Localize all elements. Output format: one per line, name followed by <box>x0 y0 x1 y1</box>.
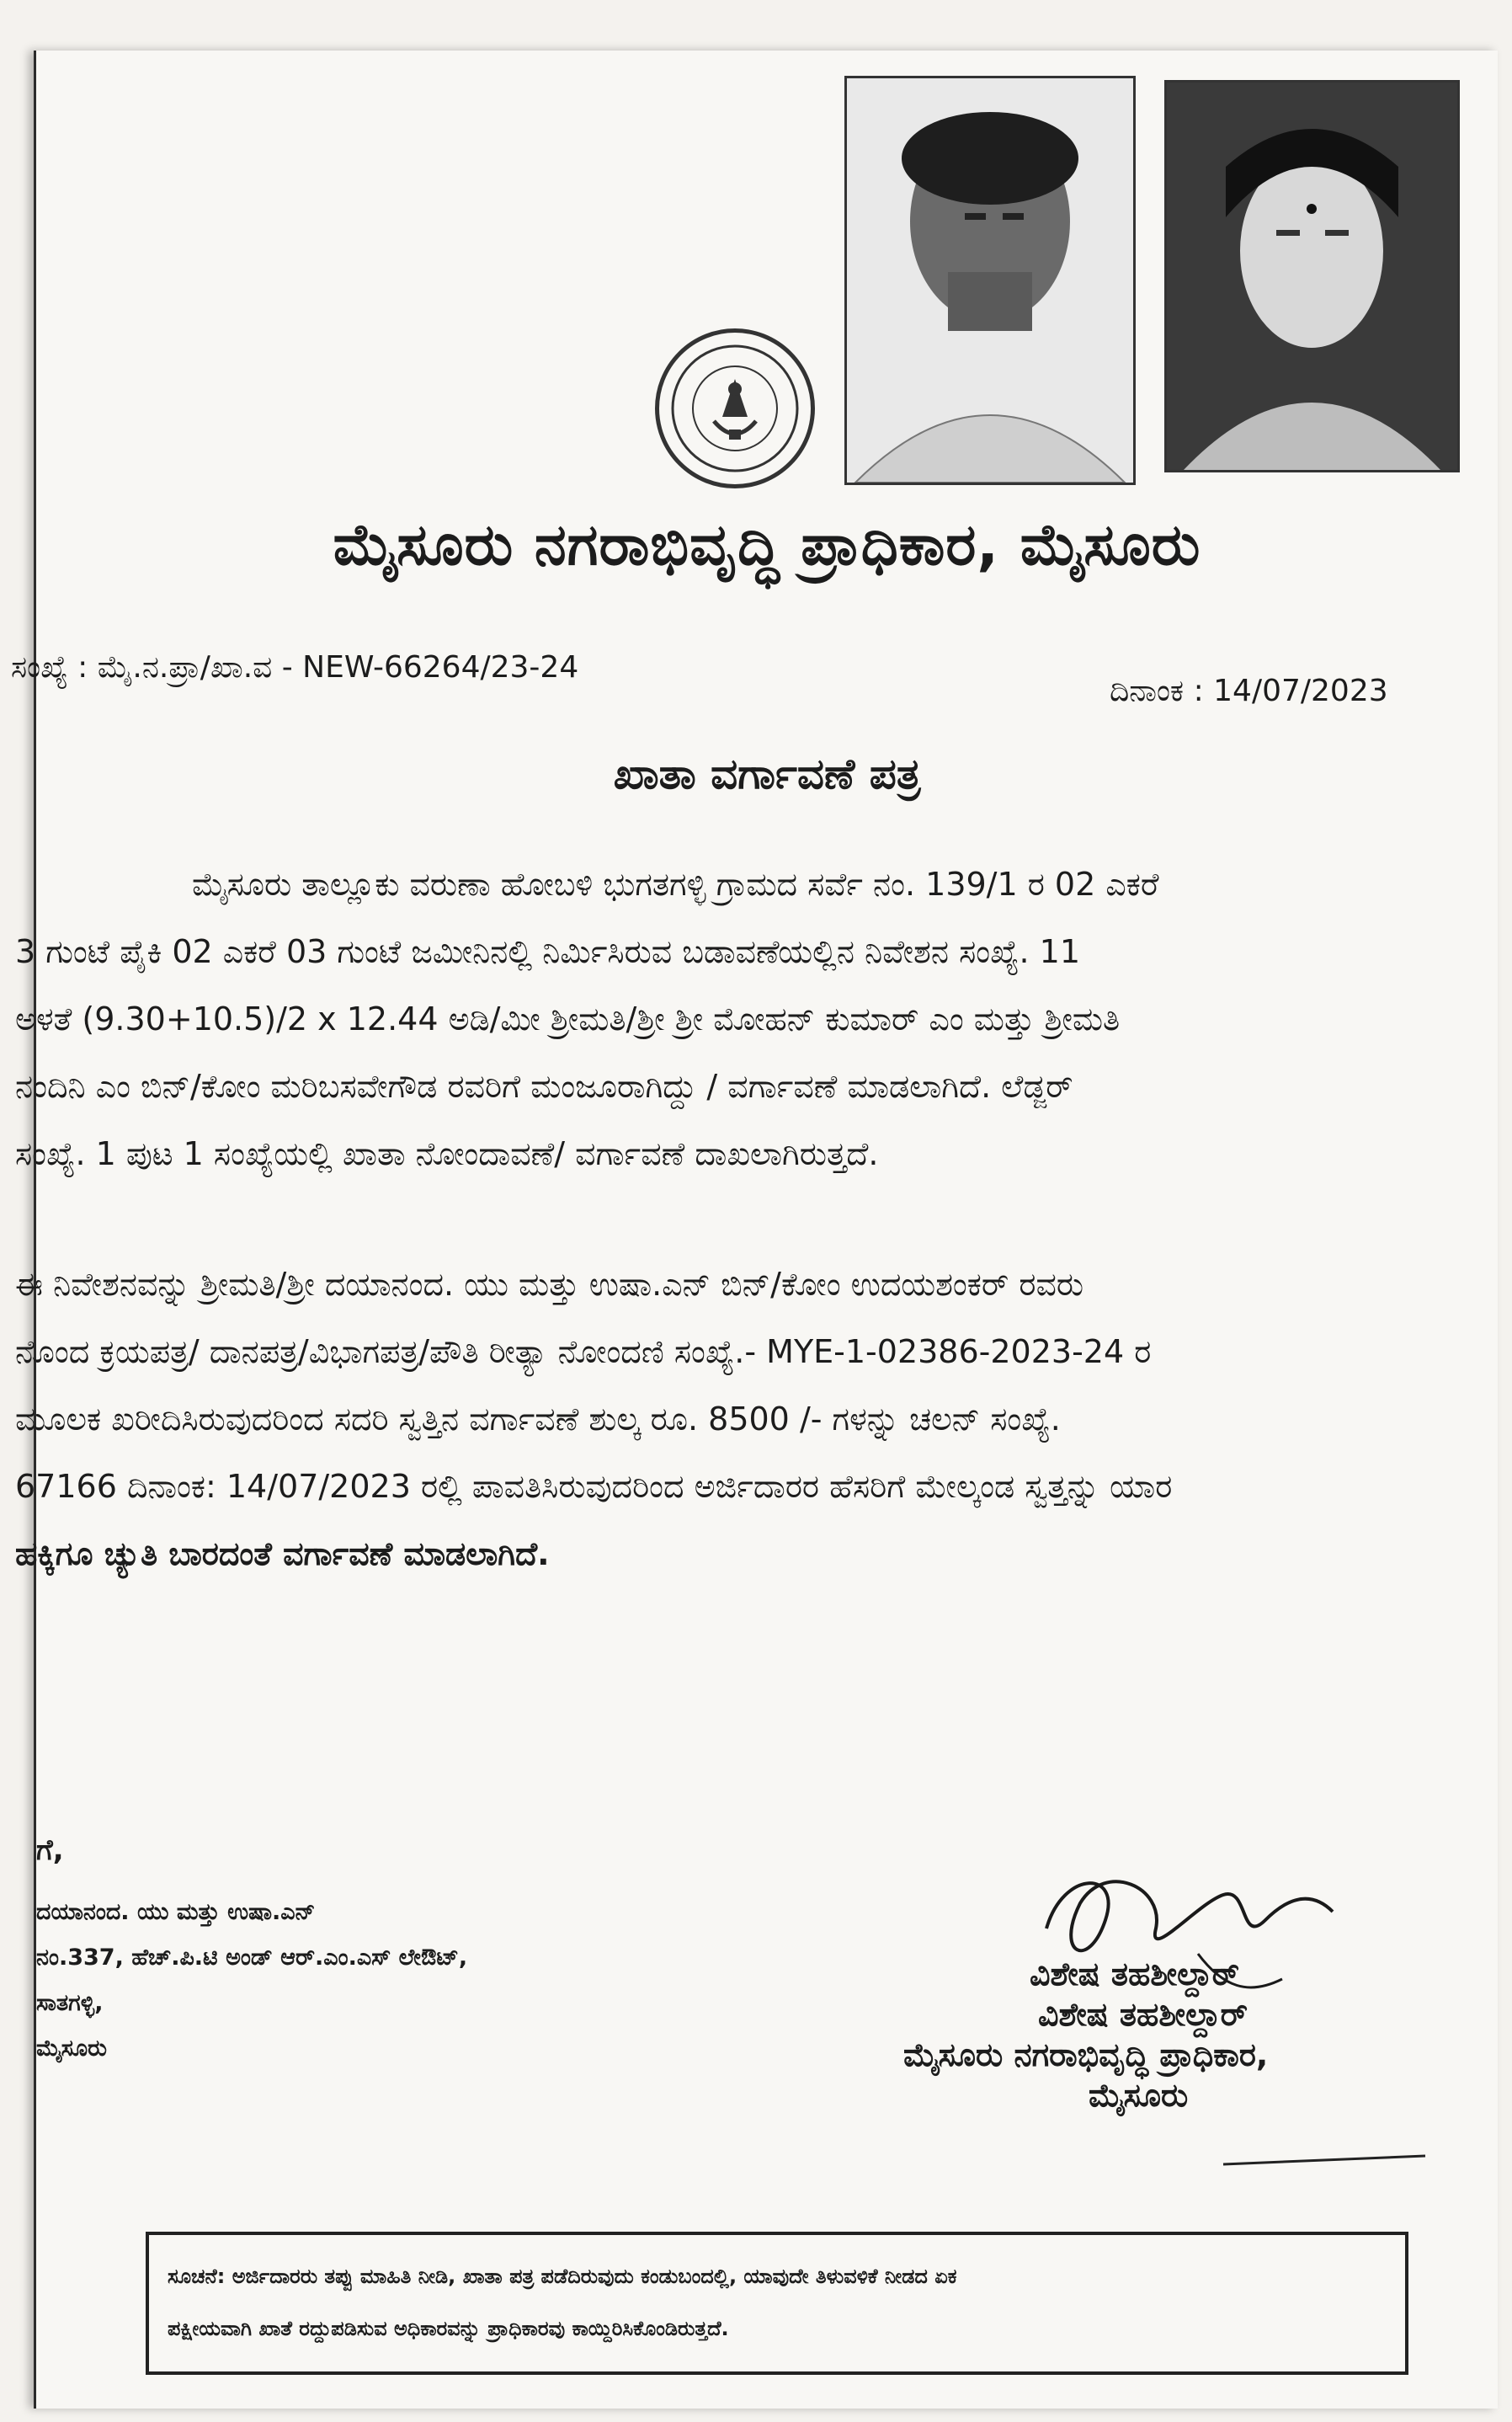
paragraph-line: 67166 ದಿನಾಂಕ: 14/07/2023 ರಲ್ಲಿ ಪಾವತಿಸಿರುವುದರಿಂದ ಅರ್ಜಿದಾರರ ಹೆಸರಿಗೆ ಮೇಲ್ಕಂಡ ಸ್ವತ್ತನ್ನು ಯಾರ <box>15 1468 1173 1505</box>
addressee-line: ದಯಾನಂದ. ಯು ಮತ್ತು ಉಷಾ.ಎನ್ <box>36 1899 316 1925</box>
document-sheet <box>11 51 1498 2409</box>
applicant-photo-female <box>1164 80 1460 472</box>
paragraph-line: ಹಕ್ಕಿಗೂ ಚ್ಯುತಿ ಬಾರದಂತೆ ವರ್ಗಾವಣೆ ಮಾಡಲಾಗಿದೆ. <box>15 1535 550 1572</box>
addressee-line: ಸಾತಗಳ್ಳಿ, <box>36 1990 104 2016</box>
note-line: ಸೂಚನೆ: ಅರ್ಜಿದಾರರು ತಪ್ಪು ಮಾಹಿತಿ ನೀಡಿ, ಖಾತಾ ಪತ್ರ ಪಡೆದಿರುವುದು ಕಂಡುಬಂದಲ್ಲಿ, ಯಾವುದೇ ತಿಳುವಳಿಕೆ ನೀಡದ ಏಕ <box>168 2265 957 2288</box>
signatory-line: ವಿಶೇಷ ತಹಶೀಲ್ದಾರ್ <box>1038 1996 1248 2033</box>
paragraph-line: ಸಂಖ್ಯೆ. 1 ಪುಟ 1 ಸಂಖ್ಯೆಯಲ್ಲಿ ಖಾತಾ ನೋಂದಾವಣೆ/ ವರ್ಗಾವಣೆ ದಾಖಲಾಗಿರುತ್ತದೆ. <box>15 1135 879 1172</box>
paragraph-line: ಮೈಸೂರು ತಾಲ್ಲೂಕು ವರುಣಾ ಹೋಬಳಿ ಭುಗತಗಳ್ಳಿ ಗ್ರಾಮದ ಸರ್ವೆ ನಂ. 139/1 ರ 02 ಎಕರೆ <box>192 866 1159 903</box>
signatory-line: ವಿಶೇಷ ತಹಶೀಲ್ದಾರ್ <box>1030 1955 1240 1993</box>
addressee-to: ಗೆ, <box>36 1833 64 1867</box>
applicant-photo-male <box>844 76 1136 485</box>
paragraph-line: ಮೂಲಕ ಖರೀದಿಸಿರುವುದರಿಂದ ಸದರಿ ಸ್ವತ್ತಿನ ವರ್ಗಾವಣೆ ಶುಲ್ಕ ರೂ. 8500 /- ಗಳನ್ನು ಚಲನ್ ಸಂಖ್ಯೆ. <box>15 1400 1061 1438</box>
paragraph-transfer <box>15 1251 1429 1587</box>
note-box <box>146 2232 1408 2375</box>
reference-number: ಸಂಖ್ಯೆ : ಮೈ.ನ.ಪ್ರಾ/ಖಾ.ವ - NEW-66264/23-24 <box>11 650 579 685</box>
paragraph-line: 3 ಗುಂಟೆ ಪೈಕಿ 02 ಎಕರೆ 03 ಗುಂಟೆ ಜಮೀನಿನಲ್ಲಿ ನಿರ್ಮಿಸಿರುವ ಬಡಾವಣೆಯಲ್ಲಿನ ನಿವೇಶನ ಸಂಖ್ಯೆ. 11 <box>15 933 1081 970</box>
note-line: ಪಕ್ಷೀಯವಾಗಿ ಖಾತೆ ರದ್ದುಪಡಿಸುವ ಅಧಿಕಾರವನ್ನು ಪ್ರಾಧಿಕಾರವು ಕಾಯ್ದಿರಿಸಿಕೊಂಡಿರುತ್ತದೆ. <box>168 2317 729 2340</box>
document-date: ದಿನಾಂಕ : 14/07/2023 <box>1110 674 1388 708</box>
addressee-line: ಮೈಸೂರು <box>36 2035 107 2062</box>
signatory-line: ಮೈಸೂರು ನಗರಾಭಿವೃದ್ಧಿ ಪ್ರಾಧಿಕಾರ, <box>903 2036 1269 2073</box>
paragraph-line: ಅಳತೆ (9.30+10.5)/2 x 12.44 ಅಡಿ/ಮೀ ಶ್ರೀಮತಿ/ಶ್ರೀ ಶ್ರೀ ಮೋಹನ್ ಕುಮಾರ್ ಎಂ ಮತ್ತು ಶ್ರೀಮತಿ <box>15 1000 1121 1038</box>
authority-seal-icon <box>655 328 815 488</box>
addressee-line: ನಂ.337, ಹೆಚ್.ಪಿ.ಟಿ ಅಂಡ್ ಆರ್.ಎಂ.ಎಸ್ ಲೇಔಟ್, <box>36 1945 468 1971</box>
signatory-line: ಮೈಸೂರು <box>1089 2077 1189 2114</box>
seal-emblem-icon <box>663 337 807 480</box>
paragraph-allotment <box>15 851 1429 1187</box>
document-subject: ಖಾತಾ ವರ್ಗಾವಣೆ ಪತ್ರ <box>613 750 921 798</box>
paragraph-line: ನಂದಿನಿ ಎಂ ಬಿನ್/ಕೋಂ ಮರಿಬಸವೇಗೌಡ ರವರಿಗೆ ಮಂಜೂರಾಗಿದ್ದು / ವರ್ಗಾವಣೆ ಮಾಡಲಾಗಿದೆ. ಲೆಡ್ಜರ್ <box>15 1068 1073 1105</box>
authority-title: ಮೈಸೂರು ನಗರಾಭಿವೃದ್ಧಿ ಪ್ರಾಧಿಕಾರ, ಮೈಸೂರು <box>333 512 1201 579</box>
paragraph-line: ನೊಂದ ಕ್ರಯಪತ್ರ/ ದಾನಪತ್ರ/ವಿಭಾಗಪತ್ರ/ಪೌತಿ ರೀತ್ಯಾ ನೋಂದಣಿ ಸಂಖ್ಯೆ.- MYE-1-02386-2023-24 ರ <box>15 1333 1152 1370</box>
signature-underline-icon <box>1215 2131 1434 2181</box>
paragraph-line: ಈ ನಿವೇಶನವನ್ನು ಶ್ರೀಮತಿ/ಶ್ರೀ ದಯಾನಂದ. ಯು ಮತ್ತು ಉಷಾ.ಎನ್ ಬಿನ್/ಕೋಂ ಉದಯಶಂಕರ್ ರವರು <box>15 1266 1084 1303</box>
addressee-block <box>36 1827 467 2072</box>
signatory-block <box>903 1954 1268 2115</box>
